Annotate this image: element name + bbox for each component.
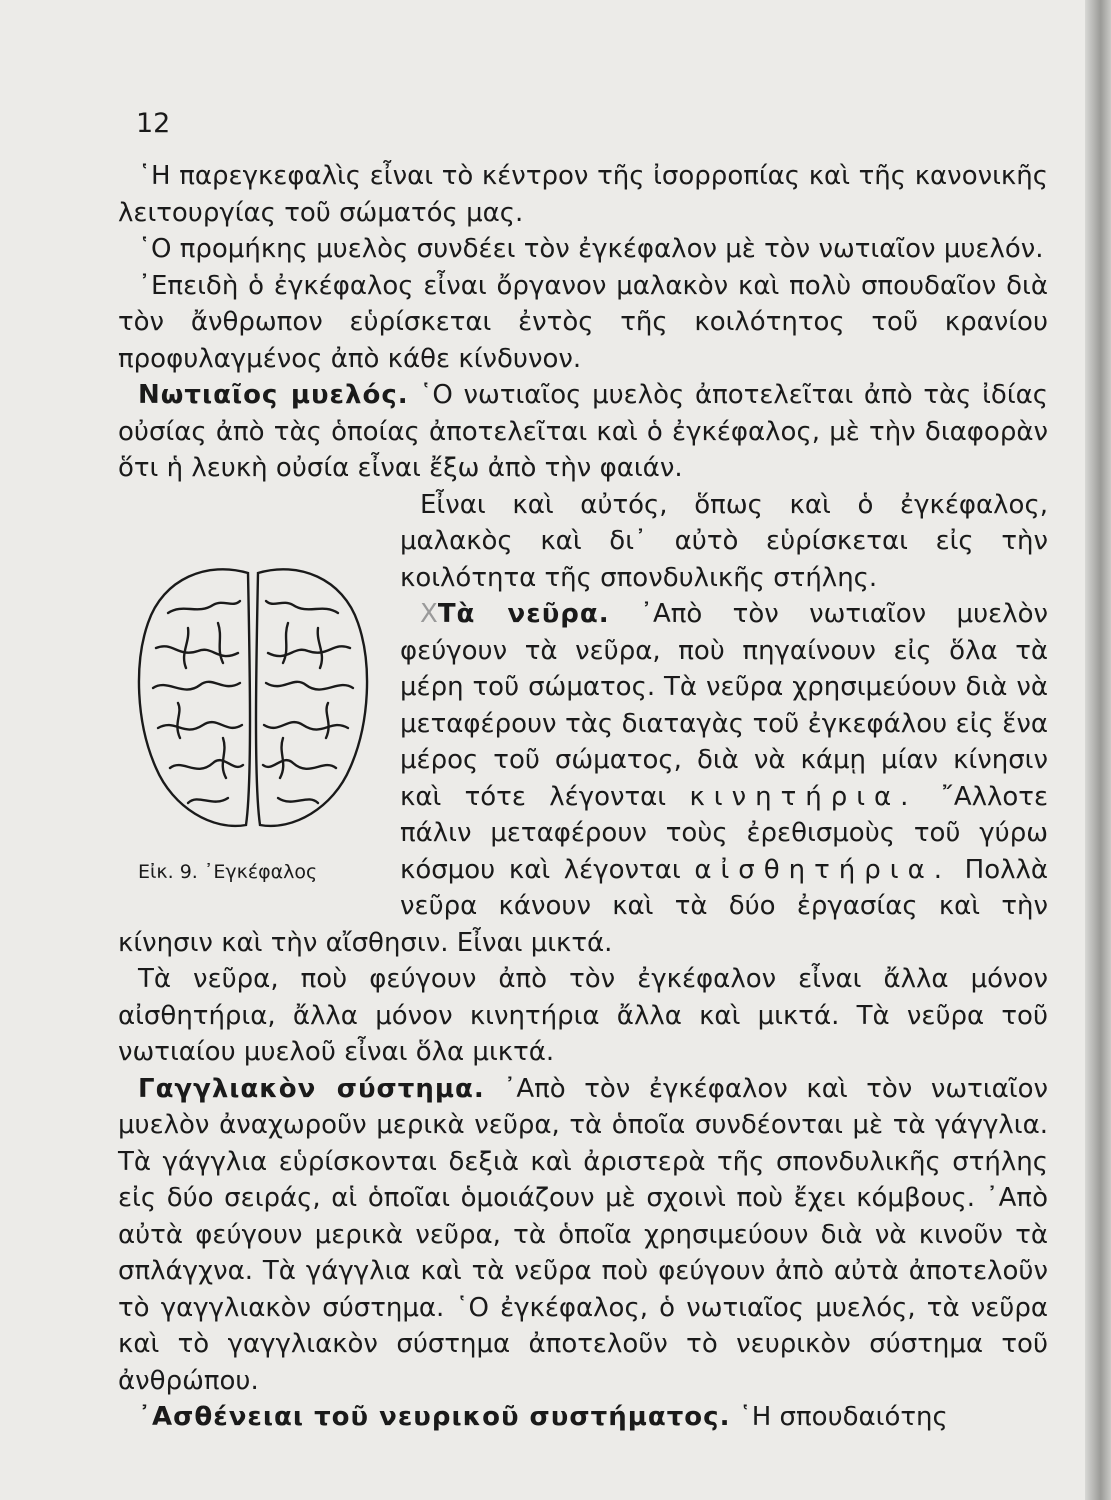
brain-illustration-icon [128,553,378,843]
heading-nerves: Τὰ νεῦρα. [437,599,610,629]
term-motor: κινητήρια. [689,781,918,812]
figure-caption: Εἰκ. 9. ᾿Εγκέφαλος [138,860,318,883]
paragraph-nerve-types: Τὰ νεῦρα, ποὺ φεύγουν ἀπὸ τὸν ἐγκέφαλον εἶναι ἄλλα μόνον αἰσθητήρια, ἄλλα μόνον κινητήρια ἄλλα καὶ μικτά. Τὰ νεῦρα τοῦ νωτιαίου μυελοῦ εἶναι ὅλα μικτά. [118,964,1048,1067]
paragraph-cerebellum: ῾Η παρεγκεφαλὶς εἶναι τὸ κέντρον τῆς ἰσορροπίας καὶ τῆς κανονικῆς λειτουργίας τοῦ σώματός μας. [118,161,1048,228]
paragraph-spinal-cord-soft: Εἶναι καὶ αὐτός, ὅπως καὶ ὁ ἐγκέφαλος, μαλακὸς καὶ δι᾿ αὐτὸ εὑρίσκεται εἰς τὴν κοιλότητα τῆς σπονδυλικῆς στήλης. [400,489,1048,593]
page-number: 12 [136,108,171,139]
paragraph-nerves: XΤὰ νεῦρα. ᾿Απὸ τὸν νωτιαῖον μυελὸν φεύγουν τὰ νεῦρα, ποὺ πηγαίνουν εἰς ὅλα τὰ μέρη τοῦ σώματος. Τὰ νεῦρα χρησιμεύουν διὰ νὰ μεταφέρουν τὰς διαταγὰς τοῦ ἐγκεφάλου εἰς ἕνα μέρος τοῦ σώματος, διὰ νὰ κάμῃ μίαν κίνησιν καὶ τότε λέγονται κινητήρια. ῎Αλλοτε πάλιν μεταφέρουν τοὺς ἐρεθισμοὺς τοῦ γύρω κόσμου καὶ λέγονται αἰσθητήρια. Πολλὰ νεῦρα κάνουν καὶ τὰ δύο ἐργασίας καὶ τὴν κίνησιν καὶ τὴν αἴσθησιν. Εἶναι μικτά. [118,599,1049,958]
pencil-mark: X [420,599,438,629]
paragraph-brain-protection: ᾿Επειδὴ ὁ ἐγκέφαλος εἶναι ὄργανον μαλακὸν καὶ πολὺ σπουδαῖον διὰ τὸν ἄνθρωπον εὑρίσκεται ἐντὸς τῆς κοιλότητος τοῦ κρανίου προφυλαγμένος ἀπὸ κάθε κίνδυνον. [118,270,1048,374]
paragraph-diseases: ᾿Ασθένειαι τοῦ νευρικοῦ συστήματος. ῾Η σπουδαιότης [138,1402,948,1432]
heading-spinal-cord: Νωτιαῖος μυελός. [138,380,409,410]
paragraph-medulla: ῾Ο προμήκης μυελὸς συνδέει τὸν ἐγκέφαλον μὲ τὸν νωτιαῖον μυελόν. [138,234,1044,264]
paragraph-spinal-cord: Νωτιαῖος μυελός. ῾Ο νωτιαῖος μυελὸς ἀποτελεῖται ἀπὸ τὰς ἰδίας οὐσίας ἀπὸ τὰς ὁποίας ἀποτελεῖται καὶ ὁ ἐγκέφαλος, μὲ τὴν διαφορὰν ὅτι ἡ λευκὴ οὐσία εἶναι ἔξω ἀπὸ τὴν φαιάν. [118,380,1049,483]
brain-figure [124,497,386,907]
heading-ganglionic-system: Γαγγλιακὸν σύστημα. [138,1073,485,1104]
page-text [118,158,1048,1436]
term-sensory: αἰσθητήρια. [694,854,951,885]
paragraph-ganglionic-system: Γαγγλιακὸν σύστημα. ᾿Απὸ τὸν ἐγκέφαλον καὶ τὸν νωτιαῖον μυελὸν ἀναχωροῦν μερικὰ νεῦρα, τὰ ὁποῖα συνδέονται μὲ τὰ γάγγλια. Τὰ γάγγλια εὑρίσκονται δεξιὰ καὶ ἀριστερὰ τῆς σπονδυλικῆς στήλης εἰς δύο σειράς, αἱ ὁποῖαι ὁμοιάζουν μὲ σχοινὶ ποὺ ἔχει κόμβους. ᾿Απὸ αὐτὰ φεύγουν μερικὰ νεῦρα, τὰ ὁποῖα χρησιμεύουν διὰ νὰ κινοῦν τὰ σπλάγχνα. Τὰ γάγγλια καὶ τὰ νεῦρα ποὺ φεύγουν ἀπὸ αὐτὰ ἀποτελοῦν τὸ γαγγλιακὸν σύστημα. ῾Ο ἐγκέφαλος, ὁ νωτιαῖος μυελός, τὰ νεῦρα καὶ τὸ γαγγλιακὸν σύστημα ἀποτελοῦν τὸ νευρικὸν σύστημα τοῦ ἀνθρώπου. [118,1073,1049,1396]
heading-diseases: ᾿Ασθένειαι τοῦ νευρικοῦ συστήματος. [138,1402,731,1432]
page-binding-edge [1085,0,1111,1500]
